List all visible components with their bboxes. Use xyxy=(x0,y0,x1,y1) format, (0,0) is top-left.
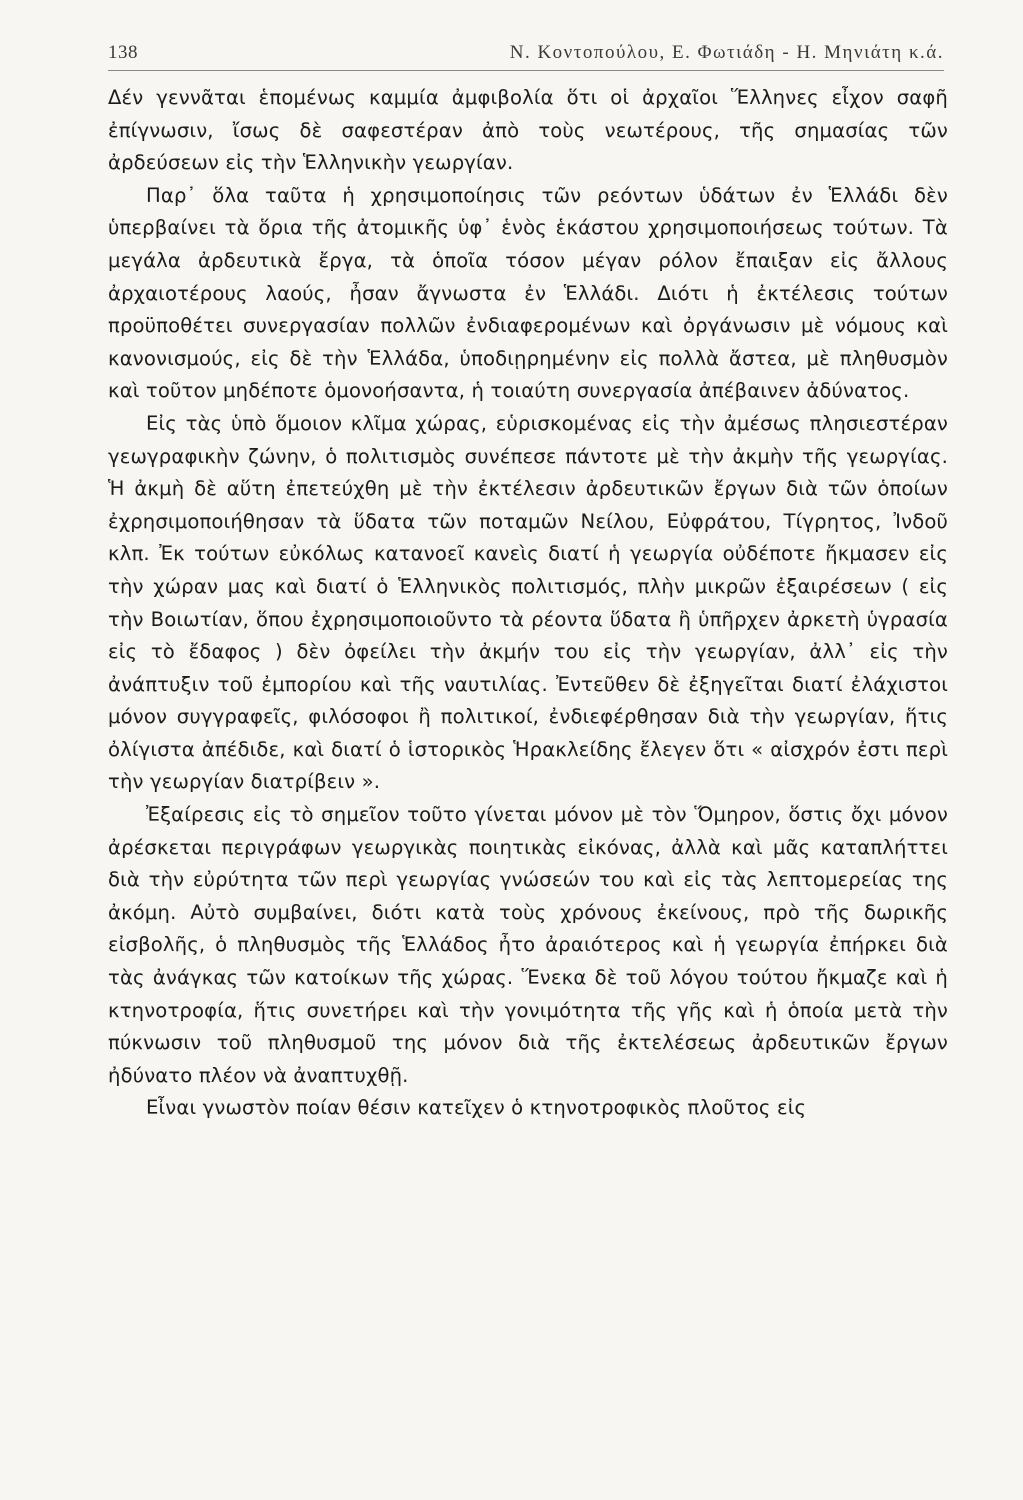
running-title: Ν. Κοντοπούλου, Ε. Φωτιάδη - Η. Μηνιάτη κ.ά. xyxy=(509,42,944,63)
paragraph: Εἶναι γνωστὸν ποίαν θέσιν κατεῖχεν ὁ κτηνοτροφικὸς πλοῦτος εἰς xyxy=(146,1096,807,1120)
paragraph: Εἰς τὰς ὑπὸ ὅμοιον κλῖμα χώρας, εὑρισκομένας εἰς τὴν ἀμέσως πλησιεστέραν γεωγραφικὴν ζώνην, ὁ πολιτισμὸς συνέπεσε πάντοτε μὲ τὴν ἀκμὴν τῆς γεωργίας. Ἡ ἀκμὴ δὲ αὕτη ἐπετεύχθη μὲ τὴν ἐκτέλεσιν ἀρδευτικῶν ἔργων διὰ τῶν ὁποίων ἐχρησιμοποιήθησαν τὰ ὕδατα τῶν ποταμῶν Νείλου, Εὐφράτου, Τίγρητος, Ἰνδοῦ κλπ. Ἐκ τούτων εὐκόλως κατανοεῖ κανεὶς διατί ἡ γεωργία οὐδέποτε ἤκμασεν εἰς τὴν χώραν μας καὶ διατί ὁ Ἑλληνικὸς πολιτισμός, πλὴν μικρῶν ἐξαιρέσεων ( εἰς τὴν Βοιωτίαν, ὅπου ἐχρησιμοποιοῦντο τὰ ρέοντα ὕδατα ἢ ὑπῆρχεν ἀρκετὴ ὑγρασία εἰς τὸ ἔδαφος ) δὲν ὀφείλει τὴν ἀκμήν του εἰς τὴν γεωργίαν, ἀλλ᾽ εἰς τὴν ἀνάπτυξιν τοῦ ἐμπορίου καὶ τῆς ναυτιλίας. Ἐντεῦθεν δὲ ἐξηγεῖται διατί ἐλάχιστοι μόνον συγγραφεῖς, φιλόσοφοι ἢ πολιτικοί, ἐνδιεφέρθησαν διὰ τὴν γεωργίαν, ἥτις ὀλίγιστα ἀπέδιδε, καὶ διατί ὁ ἱστορικὸς Ἡρακλείδης ἔλεγεν ὅτι « αἰσχρόν ἐστι περὶ τὴν γεωργίαν διατρίβειν ». xyxy=(108,411,948,794)
header-rule xyxy=(108,70,944,71)
running-head xyxy=(108,38,944,68)
paragraph: Ἐξαίρεσις εἰς τὸ σημεῖον τοῦτο γίνεται μόνον μὲ τὸν Ὅμηρον, ὅστις ὄχι μόνον ἀρέσκεται περιγράφων γεωργικὰς ποιητικὰς εἰκόνας, ἀλλὰ καὶ μᾶς καταπλήττει διὰ τὴν εὐρύτητα τῶν περὶ γεωργίας γνώσεών του καὶ εἰς τὰς λεπτομερείας της ἀκόμη. Αὐτὸ συμβαίνει, διότι κατὰ τοὺς χρόνους ἐκείνους, πρὸ τῆς δωρικῆς εἰσβολῆς, ὁ πληθυσμὸς τῆς Ἑλλάδος ἦτο ἀραιότερος καὶ ἡ γεωργία ἐπήρκει διὰ τὰς ἀνάγκας τῶν κατοίκων τῆς χώρας. Ἕνεκα δὲ τοῦ λόγου τούτου ἤκμαζε καὶ ἡ κτηνοτροφία, ἥτις συνετήρει καὶ τὴν γονιμότητα τῆς γῆς καὶ ἡ ὁποία μετὰ τὴν πύκνωσιν τοῦ πληθυσμοῦ της μόνον διὰ τῆς ἐκτελέσεως ἀρδευτικῶν ἔργων ἠδύνατο πλέον νὰ ἀναπτυχθῇ. xyxy=(108,803,948,1087)
page-number: 138 xyxy=(108,42,138,63)
paragraph: Δέν γεννᾶται ἑπομένως καμμία ἀμφιβολία ὅτι οἱ ἀρχαῖοι Ἕλληνες εἶχον σαφῆ ἐπίγνωσιν, ἴσως δὲ σαφεστέραν ἀπὸ τοὺς νεωτέρους, τῆς σημασίας τῶν ἀρδεύσεων εἰς τὴν Ἑλληνικὴν γεωργίαν. xyxy=(108,86,948,175)
body-text xyxy=(108,82,948,1125)
paragraph: Παρ᾽ ὅλα ταῦτα ἡ χρησιμοποίησις τῶν ρεόντων ὑδάτων ἐν Ἑλλάδι δὲν ὑπερβαίνει τὰ ὅρια τῆς ἀτομικῆς ὑφ᾽ ἑνὸς ἑκάστου χρησιμοποιήσεως τούτων. Τὰ μεγάλα ἀρδευτικὰ ἔργα, τὰ ὁποῖα τόσον μέγαν ρόλον ἔπαιξαν εἰς ἄλλους ἀρχαιοτέρους λαούς, ἦσαν ἄγνωστα ἐν Ἑλλάδι. Διότι ἡ ἐκτέλεσις τούτων προϋποθέτει συνεργασίαν πολλῶν ἐνδιαφερομένων καὶ ὀργάνωσιν μὲ νόμους καὶ κανονισμούς, εἰς δὲ τὴν Ἑλλάδα, ὑποδιῃρημένην εἰς πολλὰ ἄστεα, μὲ πληθυσμὸν καὶ τοῦτον μηδέποτε ὁμονοήσαντα, ἡ τοιαύτη συνεργασία ἀπέβαινεν ἀδύνατος. xyxy=(108,183,948,403)
